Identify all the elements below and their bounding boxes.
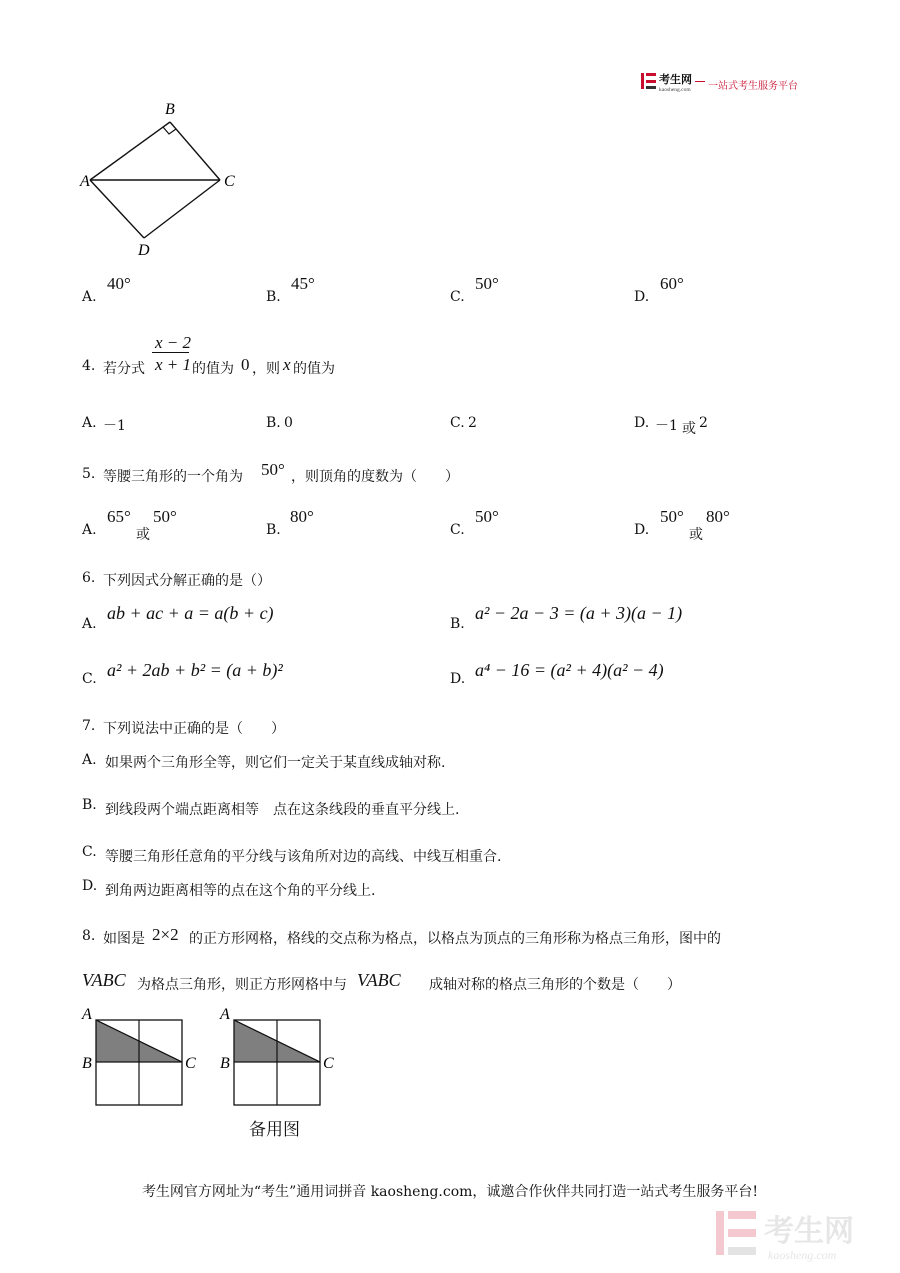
q5-angle: 50° [261, 460, 285, 479]
grid-label-a: A [82, 1006, 92, 1023]
q7-option-c-text: 等腰三角形任意角的平分线与该角所对边的高线、中线互相重合. [105, 849, 502, 865]
header-tagline: 一站式考生服务平台 [708, 81, 798, 92]
q4-option-a-value: －1 [103, 418, 126, 434]
q4-zero: 0 [241, 355, 250, 374]
q8-line1-suffix: 的正方形网格，格线的交点称为格点，以格点为顶点的三角形称为格点三角形，图中的 [189, 931, 721, 947]
grid-label-c: C [185, 1055, 196, 1072]
q3-option-d-value: 60° [660, 274, 684, 293]
label-a: A [80, 173, 90, 190]
q7-option-a-letter: A. [82, 752, 97, 768]
q4-option-d-extra: 2 [699, 415, 708, 431]
q4-option-c-letter: C. [450, 415, 465, 431]
q7-option-b-letter: B. [82, 797, 97, 813]
q7-stem: 下列说法中正确的是（ ） [103, 721, 285, 737]
grid-label-b: B [82, 1055, 92, 1072]
footer-text: 考生网官方网址为“考生”通用词拼音 kaosheng.com，诚邀合作伙伴共同打造一站式考生服务平台! [141, 1184, 759, 1200]
q6-option-c-letter: C. [82, 671, 97, 687]
q6-option-d-letter: D. [450, 671, 466, 687]
watermark-text: 考生网 [764, 1215, 854, 1248]
q5-option-a-first: 65° [107, 507, 131, 526]
logo-text: 考生网 [659, 74, 692, 86]
q8-triangle-2: VABC [357, 970, 401, 990]
fraction-bar [152, 352, 189, 353]
q4-option-d-value: －1 [655, 418, 678, 434]
q5-option-d-second: 80° [706, 507, 730, 526]
logo-sub: kaosheng.com [659, 87, 691, 93]
q5-option-b-letter: B. [266, 522, 281, 538]
q3-option-c-value: 50° [475, 274, 499, 293]
q5-option-b-value: 80° [290, 507, 314, 526]
q4-mid2: ，则 [252, 361, 280, 377]
spare-label-b: B [220, 1055, 230, 1072]
q3-option-a-value: 40° [107, 274, 131, 293]
label-d: D [138, 242, 150, 259]
q8-grid-size: 2×2 [152, 925, 179, 944]
q8-line2-mid: 为格点三角形，则正方形网格中与 [137, 977, 347, 993]
q3-option-c-letter: C. [450, 289, 465, 305]
q6-option-d-formula: a⁴ − 16 = (a² + 4)(a² − 4) [475, 660, 664, 680]
q5-number: 5. [82, 466, 96, 482]
q8-line1-prefix: 如图是 [103, 931, 145, 947]
spare-label-c: C [323, 1055, 334, 1072]
q5-option-d-letter: D. [634, 522, 650, 538]
q4-number: 4. [82, 358, 96, 374]
q7-option-d-letter: D. [82, 878, 98, 894]
label-b: B [165, 101, 175, 118]
q4-option-d-letter: D. [634, 415, 650, 431]
q4-option-c-value: 2 [468, 415, 477, 431]
q4-prefix: 若分式 [103, 361, 145, 377]
q6-option-b-letter: B. [450, 616, 465, 632]
q3-option-b-value: 45° [291, 274, 315, 293]
q7-option-b-text: 到线段两个端点距离相等 点在这条线段的垂直平分线上. [105, 802, 460, 818]
q3-figure [78, 98, 243, 263]
q6-option-a-formula: ab + ac + a = a(b + c) [107, 603, 274, 623]
watermark-logo [716, 1205, 886, 1265]
q3-option-b-letter: B. [266, 289, 281, 305]
q8-line2-suffix: 成轴对称的格点三角形的个数是（ ） [429, 977, 681, 993]
q7-option-d-text: 到角两边距离相等的点在这个角的平分线上. [105, 883, 376, 899]
label-c: C [224, 173, 235, 190]
q4-option-a-letter: A. [82, 415, 97, 431]
q4-option-b-letter: B. [266, 415, 281, 431]
q5-option-a-or: 或 [136, 527, 150, 543]
q5-option-d-or: 或 [689, 527, 703, 543]
q4-option-b-value: 0 [284, 415, 293, 431]
q5-prefix: 等腰三角形的一个角为 [103, 469, 243, 485]
spare-figure-caption: 备用图 [249, 1120, 300, 1140]
q8-number: 8. [82, 928, 96, 944]
q3-option-d-letter: D. [634, 289, 650, 305]
q6-number: 6. [82, 570, 96, 586]
q4-numerator: x − 2 [155, 333, 192, 352]
q5-option-a-letter: A. [82, 522, 97, 538]
q6-option-c-formula: a² + 2ab + b² = (a + b)² [107, 660, 283, 680]
q6-option-b-formula: a² − 2a − 3 = (a + 3)(a − 1) [475, 603, 683, 623]
q4-var: x [283, 355, 291, 374]
spare-label-a: A [220, 1006, 230, 1023]
q4-option-d-or: 或 [682, 421, 696, 437]
q7-option-a-text: 如果两个三角形全等，则它们一定关于某直线成轴对称. [105, 755, 446, 771]
q7-option-c-letter: C. [82, 844, 97, 860]
q5-option-c-value: 50° [475, 507, 499, 526]
q8-triangle-1: VABC [82, 970, 126, 990]
q5-option-d-first: 50° [660, 507, 684, 526]
q5-suffix: ，则顶角的度数为（ ） [291, 469, 459, 485]
q4-suffix: 的值为 [293, 361, 335, 377]
q7-number: 7. [82, 718, 96, 734]
q4-mid: 的值为 [192, 361, 234, 377]
q4-denominator: x + 1 [155, 355, 192, 374]
q5-option-a-second: 50° [153, 507, 177, 526]
q5-option-c-letter: C. [450, 522, 465, 538]
q6-option-a-letter: A. [82, 616, 97, 632]
watermark-sub: kaosheng.com [768, 1248, 837, 1262]
q8-grid-figure [78, 1004, 208, 1109]
q6-stem: 下列因式分解正确的是（） [103, 573, 271, 589]
q3-option-a-letter: A. [82, 289, 97, 305]
q8-spare-figure [216, 1004, 346, 1109]
